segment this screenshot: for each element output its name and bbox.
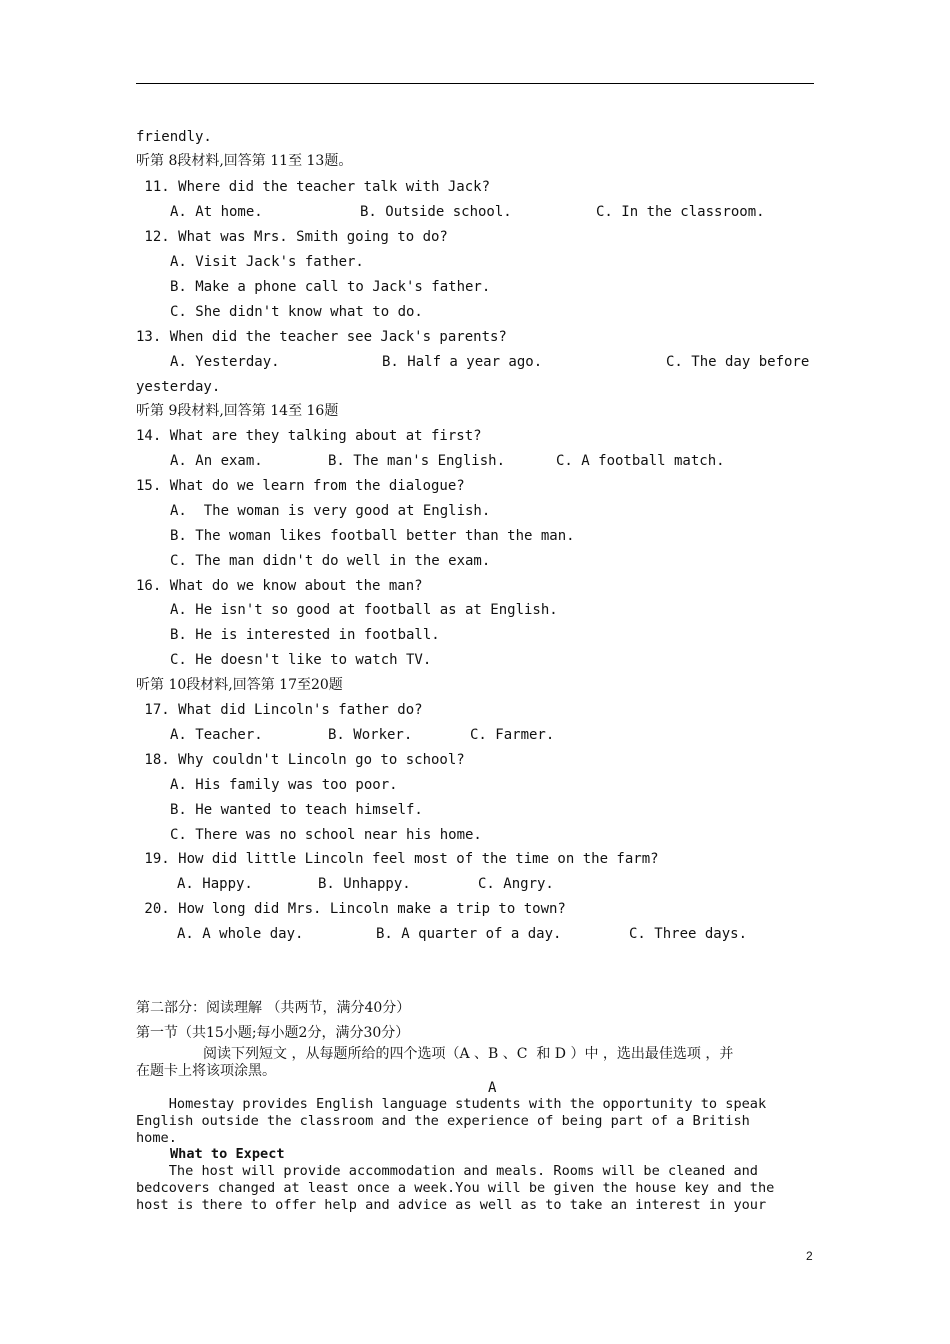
part-heading: 第二部分：阅读理解 （共两节，满分40分） xyxy=(136,1000,411,1016)
page-number: 2 xyxy=(806,1249,813,1263)
header-rule xyxy=(136,83,814,84)
option-18a: A. His family was too poor. xyxy=(170,777,398,793)
option-15c: C. The man didn't do well in the exam. xyxy=(170,553,491,569)
question-15: 15. What do we learn from the dialogue? xyxy=(136,478,465,494)
question-18: 18. Why couldn't Lincoln go to school? xyxy=(136,752,465,768)
option-11a: A. At home. xyxy=(170,204,263,220)
section-heading: 听第 10段材料,回答第 17至20题 xyxy=(136,677,343,693)
question-13: 13. When did the teacher see Jack's parents? xyxy=(136,329,507,345)
option-14b: B. The man's English. xyxy=(328,453,506,469)
question-17: 17. What did Lincoln's father do? xyxy=(136,702,423,718)
option-20c: C. Three days. xyxy=(629,926,748,942)
option-17a: A. Teacher. xyxy=(170,727,263,743)
option-17b: B. Worker. xyxy=(328,727,413,743)
option-17c: C. Farmer. xyxy=(470,727,555,743)
option-16a: A. He isn't so good at football as at English. xyxy=(170,602,558,618)
option-13b: B. Half a year ago. xyxy=(382,354,543,370)
option-16b: B. He is interested in football. xyxy=(170,627,440,643)
section-heading: 听第 9段材料,回答第 14至 16题 xyxy=(136,403,339,419)
passage-subheading: What to Expect xyxy=(170,1146,285,1162)
question-20: 20. How long did Mrs. Lincoln make a trip to town? xyxy=(136,901,566,917)
instruction-text: 在题卡上将该项涂黑。 xyxy=(136,1063,276,1079)
passage-text: English outside the classroom and the experience of being part of a British xyxy=(136,1113,750,1129)
question-11: 11. Where did the teacher talk with Jack? xyxy=(136,179,491,195)
instruction-text: 阅读下列短文 ，从每题所给的四个选项（A 、B 、C 和 D ）中 ，选出最佳选项 ，并 xyxy=(203,1046,734,1062)
section-heading: 第一节（共15小题;每小题2分，满分30分） xyxy=(136,1025,410,1041)
section-heading: 听第 8段材料,回答第 11至 13题。 xyxy=(136,153,353,169)
question-19: 19. How did little Lincoln feel most of the time on the farm? xyxy=(136,851,659,867)
option-16c: C. He doesn't like to watch TV. xyxy=(170,652,432,668)
option-20a: A. A whole day. xyxy=(177,926,304,942)
option-19a: A. Happy. xyxy=(177,876,253,892)
option-11c: C. In the classroom. xyxy=(596,204,765,220)
option-18b: B. He wanted to teach himself. xyxy=(170,802,423,818)
text-line: friendly. xyxy=(136,129,212,145)
option-14a: A. An exam. xyxy=(170,453,263,469)
option-13c: C. The day before xyxy=(666,354,810,370)
option-13a: A. Yesterday. xyxy=(170,354,280,370)
option-19b: B. Unhappy. xyxy=(318,876,411,892)
option-20b: B. A quarter of a day. xyxy=(376,926,562,942)
question-12: 12. What was Mrs. Smith going to do? xyxy=(136,229,448,245)
option-12a: A. Visit Jack's father. xyxy=(170,254,364,270)
passage-text: bedcovers changed at least once a week.You will be given the house key and the xyxy=(136,1180,775,1196)
option-14c: C. A football match. xyxy=(556,453,725,469)
text-line: yesterday. xyxy=(136,379,221,395)
option-18c: C. There was no school near his home. xyxy=(170,827,482,843)
option-11b: B. Outside school. xyxy=(360,204,512,220)
option-12b: B. Make a phone call to Jack's father. xyxy=(170,279,491,295)
passage-label: A xyxy=(488,1080,497,1096)
option-19c: C. Angry. xyxy=(478,876,554,892)
question-16: 16. What do we know about the man? xyxy=(136,578,423,594)
passage-text: The host will provide accommodation and meals. Rooms will be cleaned and xyxy=(136,1163,758,1179)
passage-text: Homestay provides English language students with the opportunity to speak xyxy=(136,1096,767,1112)
option-15a: A. The woman is very good at English. xyxy=(170,503,491,519)
option-12c: C. She didn't know what to do. xyxy=(170,304,423,320)
question-14: 14. What are they talking about at first? xyxy=(136,428,482,444)
passage-text: home. xyxy=(136,1130,177,1146)
option-15b: B. The woman likes football better than the man. xyxy=(170,528,575,544)
passage-text: host is there to offer help and advice as well as to take an interest in your xyxy=(136,1197,767,1213)
